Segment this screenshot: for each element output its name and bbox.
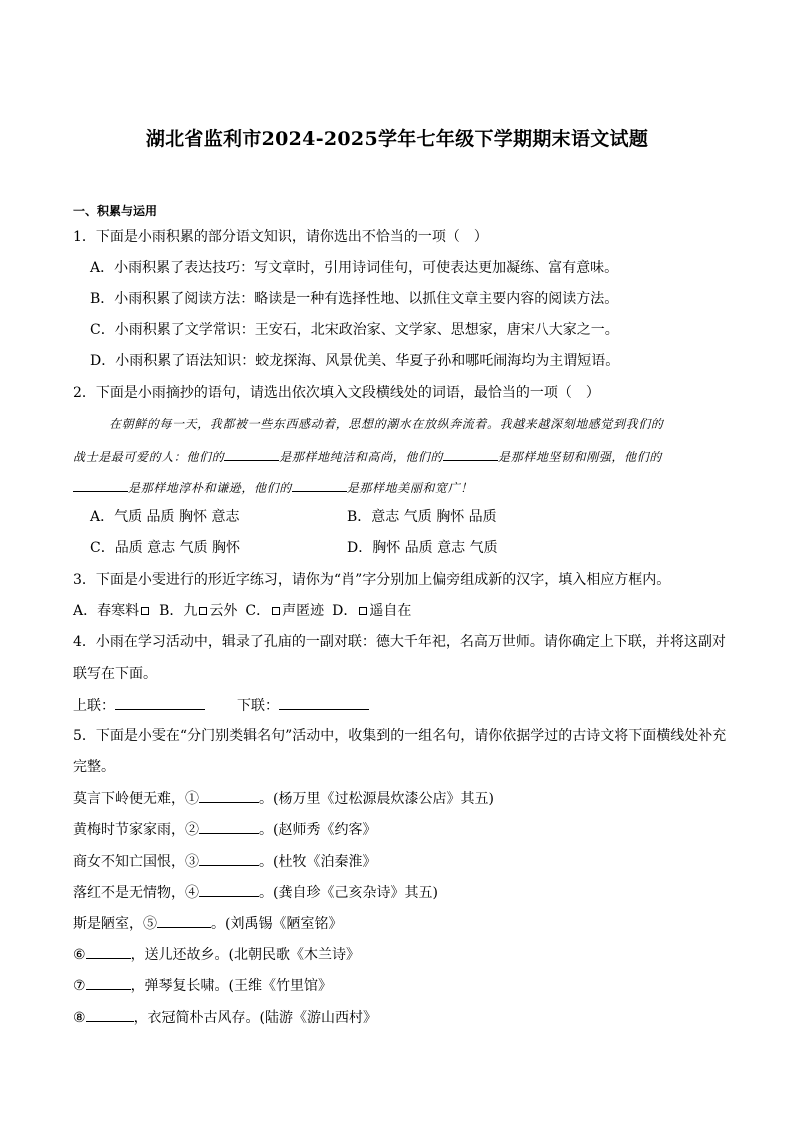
- poem-source: 。(龚自珍《己亥杂诗》其五): [259, 885, 438, 901]
- poem-source: ，衣冠简朴古风存。(陆游《游山西村》: [133, 1010, 378, 1026]
- poem-text: 落红不是无情物，④: [73, 885, 199, 901]
- q2-passage-line3: [73, 477, 473, 498]
- poem-source: 。(赵师秀《约客》: [259, 822, 377, 838]
- answer-box[interactable]: [359, 607, 367, 615]
- poem-source: 。(杨万里《过松源晨炊漆公店》其五): [259, 791, 494, 807]
- passage-text: 是那样地美丽和宽广！: [346, 481, 473, 495]
- poem-source: ，送儿还故乡。(北朝民歌《木兰诗》: [130, 947, 361, 963]
- passage-text: 是那样地淳朴和谦逊，他们的: [128, 481, 292, 495]
- poem-source: ，弹琴复长啸。(王维《竹里馆》: [130, 978, 333, 994]
- section-heading: 一、积累与运用: [73, 204, 158, 218]
- fill-blank[interactable]: [199, 882, 259, 897]
- poem-line-5: [73, 913, 342, 934]
- fill-blank[interactable]: [73, 477, 128, 492]
- q2-passage-line2: [73, 446, 662, 467]
- passage-text: 战士是最可爱的人：他们的: [73, 450, 225, 464]
- q1-option-c[interactable]: C．小雨积累了文学常识：王安石，北宋政治家、文学家、思想家，唐宋八大家之一。: [90, 322, 619, 338]
- q3-option-a: A．春寒料: [73, 603, 140, 619]
- fill-blank[interactable]: [199, 819, 259, 834]
- q1-option-b[interactable]: B．小雨积累了阅读方法：略读是一种有选择性地、以抓住文章主要内容的阅读方法。: [90, 291, 619, 307]
- answer-box[interactable]: [272, 607, 280, 615]
- lower-couplet-blank[interactable]: [279, 695, 369, 710]
- passage-text: 是那样地坚韧和刚强，他们的: [498, 450, 662, 464]
- q2-option-a[interactable]: A．气质 品质 胸怀 意志: [90, 509, 240, 525]
- poem-line-8: [73, 1007, 377, 1028]
- q2-option-b[interactable]: B．意志 气质 胸怀 品质: [347, 509, 497, 525]
- poem-source: 。(刘禹锡《陋室铭》: [211, 916, 343, 932]
- fill-blank[interactable]: [292, 477, 347, 492]
- poem-line-1: [73, 788, 494, 809]
- poem-text: 莫言下岭便无难，①: [73, 791, 199, 807]
- fill-blank[interactable]: [157, 913, 211, 928]
- fill-blank[interactable]: [86, 975, 131, 990]
- poem-line-7: [73, 975, 332, 996]
- q4-answer-line: [73, 695, 369, 716]
- q5-stem-line1: 5．下面是小雯在“分门别类辑名句”活动中，收集到的一组名句，请你依据学过的古诗文将下面横线处补充: [73, 728, 727, 744]
- poem-source: 。(杜牧《泊秦淮》: [259, 854, 377, 870]
- q3-option-b: B．九: [159, 603, 198, 619]
- poem-line-6: [73, 944, 360, 965]
- page-title: 湖北省监利市2024-2025学年七年级下学期期末语文试题: [145, 128, 649, 150]
- poem-text: 商女不知亡国恨，③: [73, 854, 199, 870]
- q2-passage-line1: 在朝鲜的每一天，我都被一些东西感动着，思想的潮水在放纵奔流着。我越来越深刻地感觉到我们的: [109, 417, 664, 431]
- q3-stem: 3．下面是小雯进行的形近字练习，请你为“肖”字分别加上偏旁组成新的汉字，填入相应方框内。: [73, 572, 671, 588]
- q3-option-c-rest: 声匿迹: [282, 603, 325, 619]
- fill-blank[interactable]: [86, 1007, 134, 1022]
- poem-text: ⑦: [73, 978, 86, 994]
- q4-stem-line2: 联写在下面。: [73, 666, 157, 682]
- q1-stem: 1．下面是小雨积累的部分语文知识，请你选出不恰当的一项（ ）: [73, 229, 488, 245]
- poem-line-2: [73, 819, 376, 840]
- q3-option-b-rest: 云外: [209, 603, 238, 619]
- answer-box[interactable]: [141, 607, 149, 615]
- upper-couplet-blank[interactable]: [115, 695, 205, 710]
- fill-blank[interactable]: [199, 788, 259, 803]
- poem-line-3: [73, 851, 376, 872]
- fill-blank[interactable]: [224, 446, 279, 461]
- answer-box[interactable]: [199, 607, 207, 615]
- q2-stem: 2．下面是小雨摘抄的语句，请选出依次填入文段横线处的词语，最恰当的一项（ ）: [73, 385, 600, 401]
- passage-text: 是那样地纯洁和高尚，他们的: [279, 450, 444, 464]
- upper-couplet-label: 上联：: [73, 698, 115, 714]
- poem-line-4: [73, 882, 438, 903]
- q4-stem-line1: 4．小雨在学习活动中，辑录了孔庙的一副对联：德大千年祀，名高万世师。请你确定上下联，并将这副对: [73, 634, 726, 650]
- fill-blank[interactable]: [199, 851, 259, 866]
- poem-text: ⑧: [73, 1010, 86, 1026]
- q1-option-a[interactable]: A．小雨积累了表达技巧：写文章时，引用诗词佳句，可使表达更加凝练、富有意味。: [90, 260, 619, 276]
- poem-text: ⑥: [73, 947, 86, 963]
- q5-stem-line2: 完整。: [73, 759, 115, 775]
- poem-text: 斯是陋室，⑤: [73, 916, 157, 932]
- q2-option-d[interactable]: D．胸怀 品质 意志 气质: [347, 540, 498, 556]
- q3-options: [73, 601, 411, 621]
- fill-blank[interactable]: [86, 944, 131, 959]
- q1-option-d[interactable]: D．小雨积累了语法知识：蛟龙探海、风景优美、华夏子孙和哪吒闹海均为主谓短语。: [90, 353, 620, 369]
- poem-text: 黄梅时节家家雨，②: [73, 822, 199, 838]
- q2-option-c[interactable]: C．品质 意志 气质 胸怀: [90, 540, 241, 556]
- q3-option-c: C．: [245, 603, 271, 619]
- q3-option-d: D．: [332, 603, 358, 619]
- lower-couplet-label: 下联：: [237, 698, 279, 714]
- fill-blank[interactable]: [443, 446, 498, 461]
- q3-option-d-rest: 遥自在: [369, 603, 412, 619]
